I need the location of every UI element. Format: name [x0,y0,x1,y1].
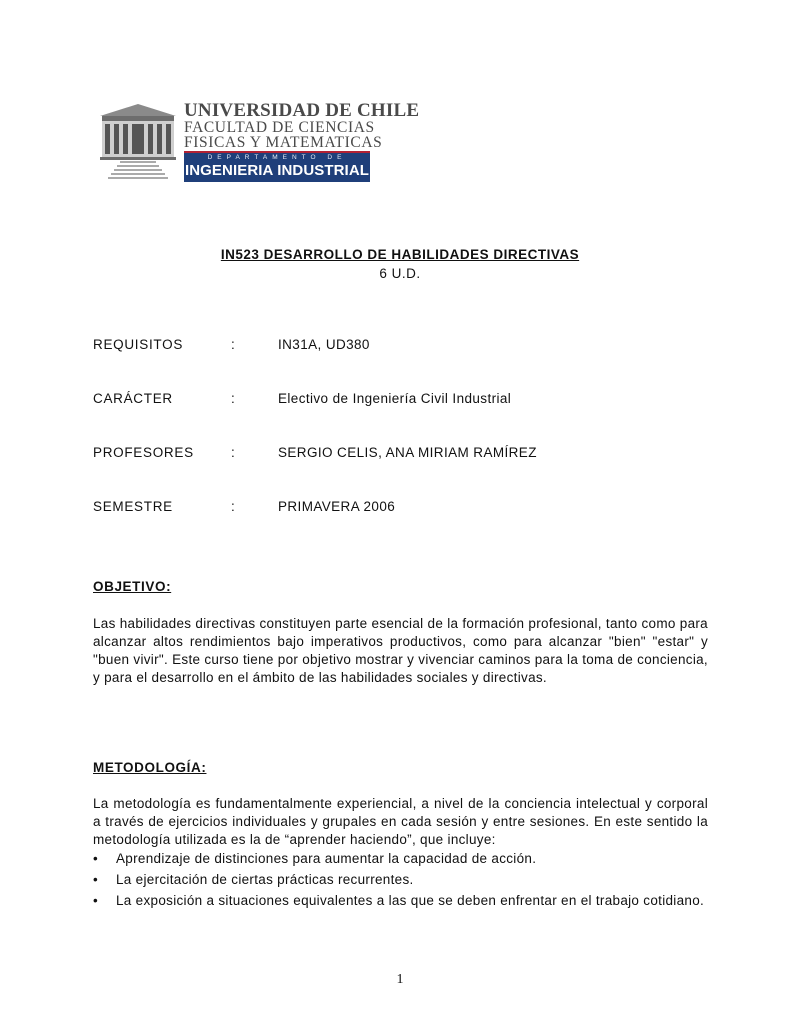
university-building-icon [96,102,180,182]
info-value: SERGIO CELIS, ANA MIRIAM RAMÍREZ [278,445,537,460]
logo-faculty-line2: FISICAS Y MATEMATICAS [184,134,383,151]
list-item [93,892,708,910]
info-label: REQUISITOS [93,337,184,352]
logo-department-label: DEPARTAMENTO DE [207,154,347,161]
logo-department-band [184,153,370,182]
info-label: SEMESTRE [93,499,173,514]
metodologia-bullet-list [93,850,708,913]
list-item-text: Aprendizaje de distinciones para aumentar la capacidad de acción. [116,851,537,866]
objetivo-heading: OBJETIVO: [93,579,172,594]
course-title: IN523 DESARROLLO DE HABILIDADES DIRECTIVAS [220,247,580,262]
logo-faculty-line1: FACULTAD DE CIENCIAS [184,119,375,136]
bullet-icon: • [93,872,99,887]
logo-department-name: INGENIERIA INDUSTRIAL [184,162,370,179]
info-colon: : [231,445,236,460]
info-colon: : [231,337,236,352]
metodologia-text: La metodología es fundamentalmente experiencial, a nivel de la conciencia intelectual y corporal a través de ejercicios individuales y grupales en cada sesión y entre sesiones. En este sentido la metodología utilizada es la de “aprender haciendo”, que incluye: [93,796,708,847]
list-item-text: La ejercitación de ciertas prácticas recurrentes. [116,872,414,887]
course-units: 6 U.D. [379,266,421,281]
list-item [93,871,708,889]
bullet-icon: • [93,851,99,866]
metodologia-heading: METODOLOGÍA: [93,760,207,775]
logo-university-name: UNIVERSIDAD DE CHILE [184,100,420,121]
info-value: IN31A, UD380 [278,337,370,352]
info-value: PRIMAVERA 2006 [278,499,396,514]
university-logo [96,100,420,184]
objetivo-text: Las habilidades directivas constituyen parte esencial de la formación profesional, tanto como para alcanzar altos rendimientos bajo imperativos productivos, como para alcanzar "bien" "estar" y "buen vivir". Este curso tiene por objetivo mostrar y vivenciar caminos para la toma de conciencia, y para el desarrollo en el ámbito de las habilidades sociales y directivas. [93,616,708,685]
page-number: 1 [396,972,404,987]
list-item [93,850,708,868]
info-value: Electivo de Ingeniería Civil Industrial [278,391,512,406]
list-item-text: La exposición a situaciones equivalentes a las que se deben enfrentar en el trabajo cotidiano. [116,893,705,908]
info-label: PROFESORES [93,445,194,460]
bullet-icon: • [93,893,99,908]
info-label: CARÁCTER [93,391,173,406]
info-colon: : [231,499,236,514]
info-colon: : [231,391,236,406]
